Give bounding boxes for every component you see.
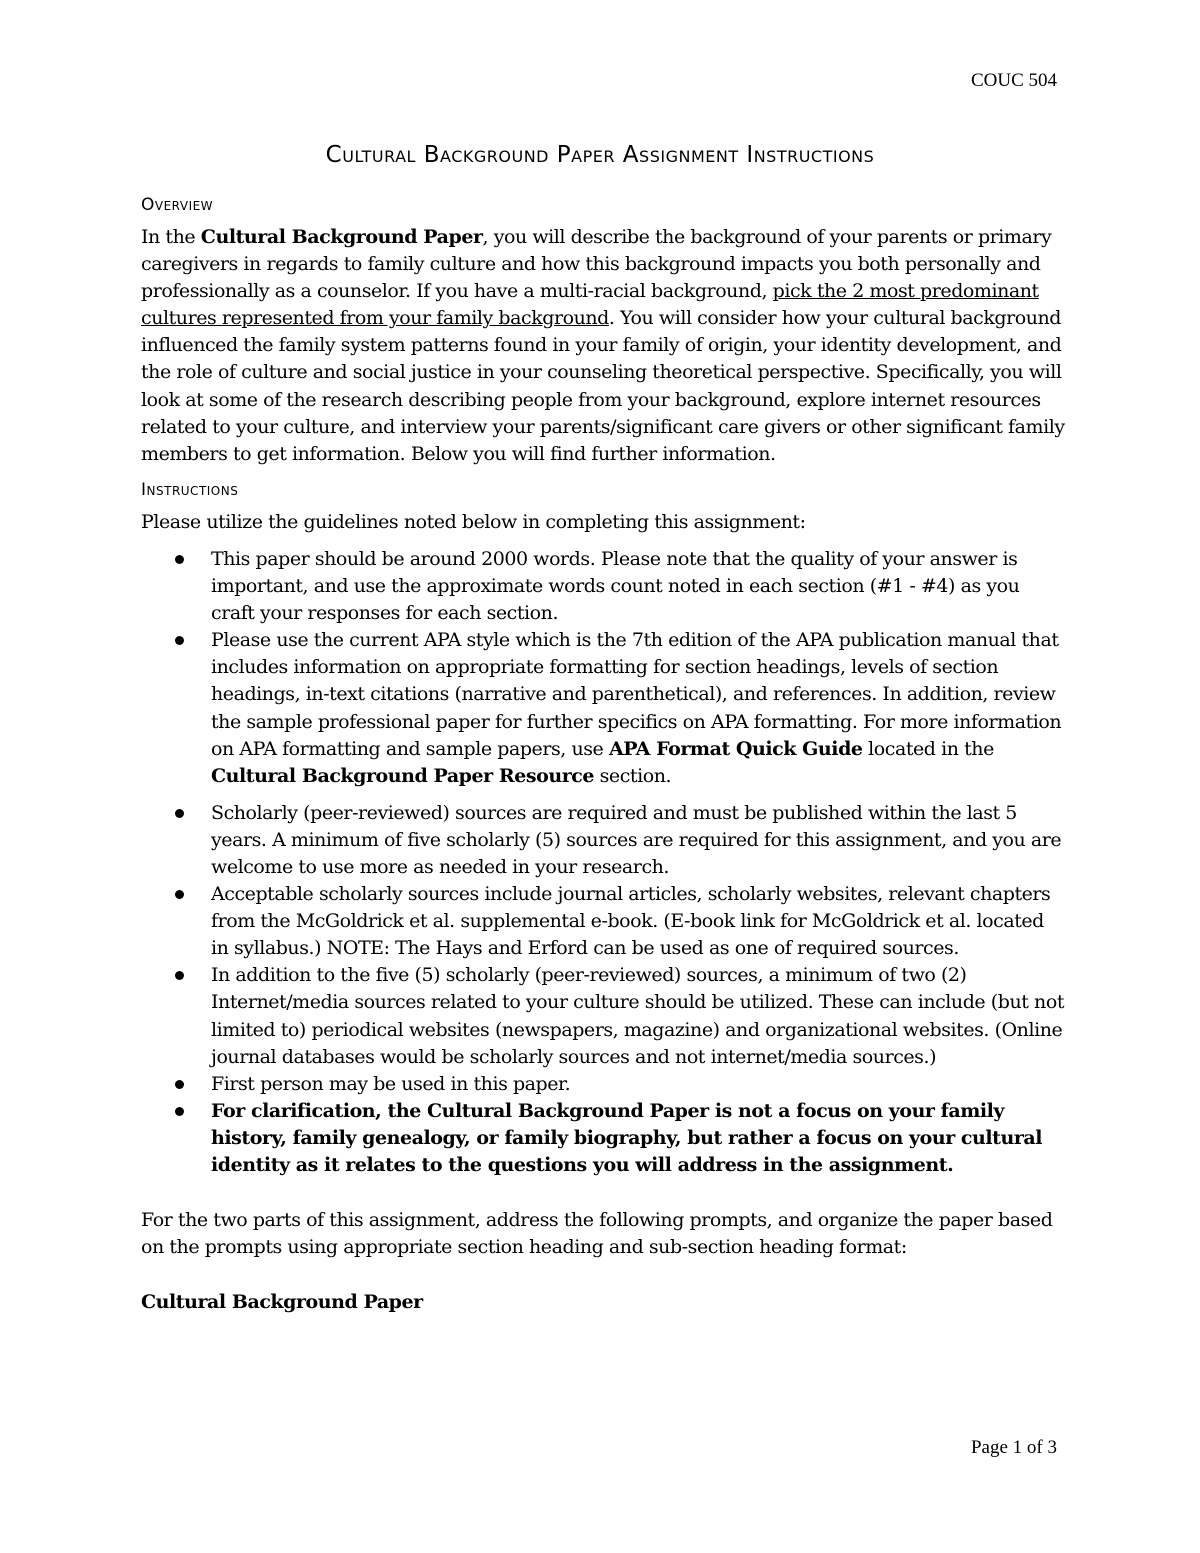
list-item [141,1098,1066,1179]
closing-paragraph: For the two parts of this assignment, address the following prompts, and organize the paper based on the prompts using appropriate section heading and sub-section heading format: [141,1209,1053,1259]
bullet-icon [175,555,184,564]
bullet-icon [175,890,184,899]
overview-underlined-text: pick the 2 most predominant cultures represented from your family background [141,280,1039,330]
resource-section-bold: Cultural Background Paper Resource [211,764,595,787]
overview-text-1: In the [141,226,201,248]
list-item [141,1071,1066,1098]
apa-guide-bold: APA Format Quick Guide [608,737,863,760]
clarification-text: For clarification, the Cultural Background Paper is not a focus on your family history, family genealogy, or family biography, but rather a focus on your cultural identity as it relates to the questions you will address in the assignment. [211,1099,1043,1176]
bullet-icon [175,971,184,980]
overview-bold-title: Cultural Background Paper [200,226,483,248]
list-item [141,546,1066,627]
course-code-header: COUC 504 [970,70,1057,91]
list-item [141,800,1066,881]
instructions-intro: Please utilize the guidelines noted below in completing this assignment: [141,510,806,533]
overview-text-2: , you will describe the background of your parents or primary caregivers in regards to family culture and how this background impacts you both personally and professionally as a counselor. If you have a multi-racial background, [141,226,1052,303]
guideline-text: Scholarly (peer-reviewed) sources are required and must be published within the last 5 years. A minimum of five scholarly (5) sources are required for this assignment, and you are welcome to use more as needed in your research. [211,801,1062,878]
guideline-text: In addition to the five (5) scholarly (peer-reviewed) sources, a minimum of two (2) Internet/media sources related to your culture should be utilized. These can include (but not limited to) periodical websites (newspapers, magazine) and organizational websites. (Online journal databases would be scholarly sources and not internet/media sources.) [211,964,1065,1068]
document-body [141,195,1066,1316]
instructions-heading: Instructions [141,479,239,500]
guideline-text: First person may be used in this paper. [211,1072,571,1095]
guideline-text: located in the [862,737,994,760]
bullet-icon [175,1107,184,1116]
list-item [141,962,1066,1070]
cultural-background-subheading: Cultural Background Paper [141,1291,423,1314]
guideline-text: section. [594,764,672,787]
bullet-icon [175,809,184,818]
list-item [141,627,1066,790]
bullet-icon [175,636,184,645]
overview-paragraph [141,224,1066,468]
document-title: Cultural Background Paper Assignment Instructions [325,142,875,168]
guideline-text: Please use the current APA style which is the 7th edition of the APA publication manual that includes information on appropriate formatting for section headings, levels of section headings, in-text citations (narrative and parenthetical), and references. In addition, review the sample professional paper for further specifics on APA formatting. For more information on APA formatting and sample papers, use [211,629,1062,760]
overview-text-3: . You will consider how your cultural background influenced the family system patterns found in your family of origin, your identity development, and the role of culture and social justice in your counseling theoretical perspective. Specifically, you will look at some of the research describing people from your background, explore internet resources related to your culture, and interview your parents/significant care givers or other significant family members to get information. Below you will find further information. [141,307,1065,465]
page-number: Page 1 of 3 [970,1437,1057,1458]
list-item [141,881,1066,962]
bullet-icon [175,1080,184,1089]
overview-heading: Overview [141,195,214,215]
guidelines-list [141,546,1066,1179]
guideline-text: This paper should be around 2000 words. Please note that the quality of your answer is important, and use the approximate words count noted in each section (#1 - #4) as you craft your responses for each section. [211,547,1020,625]
guideline-text: Acceptable scholarly sources include journal articles, scholarly websites, relevant chapters from the McGoldrick et al. supplemental e-book. (E-book link for McGoldrick et al. located in syllabus.) NOTE: The Hays and Erford can be used as one of required sources. [211,883,1051,960]
